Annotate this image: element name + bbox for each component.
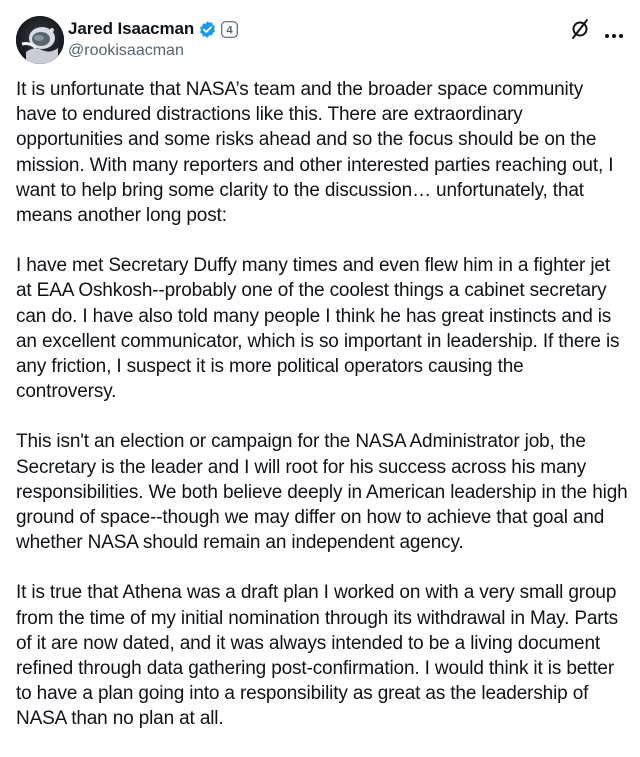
- header-actions: [570, 18, 624, 40]
- display-name[interactable]: Jared Isaacman: [68, 19, 195, 38]
- name-row: [68, 18, 238, 40]
- tweet-paragraph-4: It is true that Athena was a draft plan I worked on with a very small group from the time of my initial nomination through its withdrawal in May. Parts of it are now dated, and it was always intended to be a living document refined through data gathering post-confirmation. I would think it is better to have a plan going into a responsibility as great as the leadership of NASA than no plan at all.: [16, 582, 618, 730]
- badge-count: 4: [226, 24, 233, 37]
- tweet-paragraph-2: I have met Secretary Duffy many times and even flew him in a fighter jet at EAA Oshkosh--probably one of the coolest things a cabinet secretary can do. I have also told many people I think he has great instincts and is an excellent communicator, which is so important in leadership. If there is any friction, I suspect it is more political operators causing the controversy.: [16, 255, 620, 403]
- grok-icon[interactable]: [570, 18, 590, 40]
- verified-check-icon[interactable]: [198, 20, 217, 39]
- user-info: [68, 18, 238, 60]
- avatar[interactable]: [16, 16, 64, 64]
- tweet-header: [16, 16, 624, 64]
- tweet-text: [16, 77, 628, 757]
- tweet-paragraph-1: It is unfortunate that NASA’s team and the broader space community have to endured distractions like this. There are extraordinary opportunities and some risks ahead and so the focus should be on the mission. With many reporters and other interested parties reaching out, I want to help bring some clarity to the discussion… unfortunately, that means another long post:: [16, 79, 614, 227]
- badge-number-icon[interactable]: [221, 21, 238, 38]
- astronaut-avatar-image: [16, 16, 64, 64]
- tweet-paragraph-3: This isn't an election or campaign for the NASA Administrator job, the Secretary is the leader and I will root for his success across his many responsibilities. We both believe deeply in American leadership in the high ground of space--though we may differ on how to achieve that goal and whether NASA should remain an independent agency.: [16, 431, 628, 554]
- more-icon[interactable]: [604, 26, 624, 32]
- handle[interactable]: @rookisaacman: [68, 42, 184, 59]
